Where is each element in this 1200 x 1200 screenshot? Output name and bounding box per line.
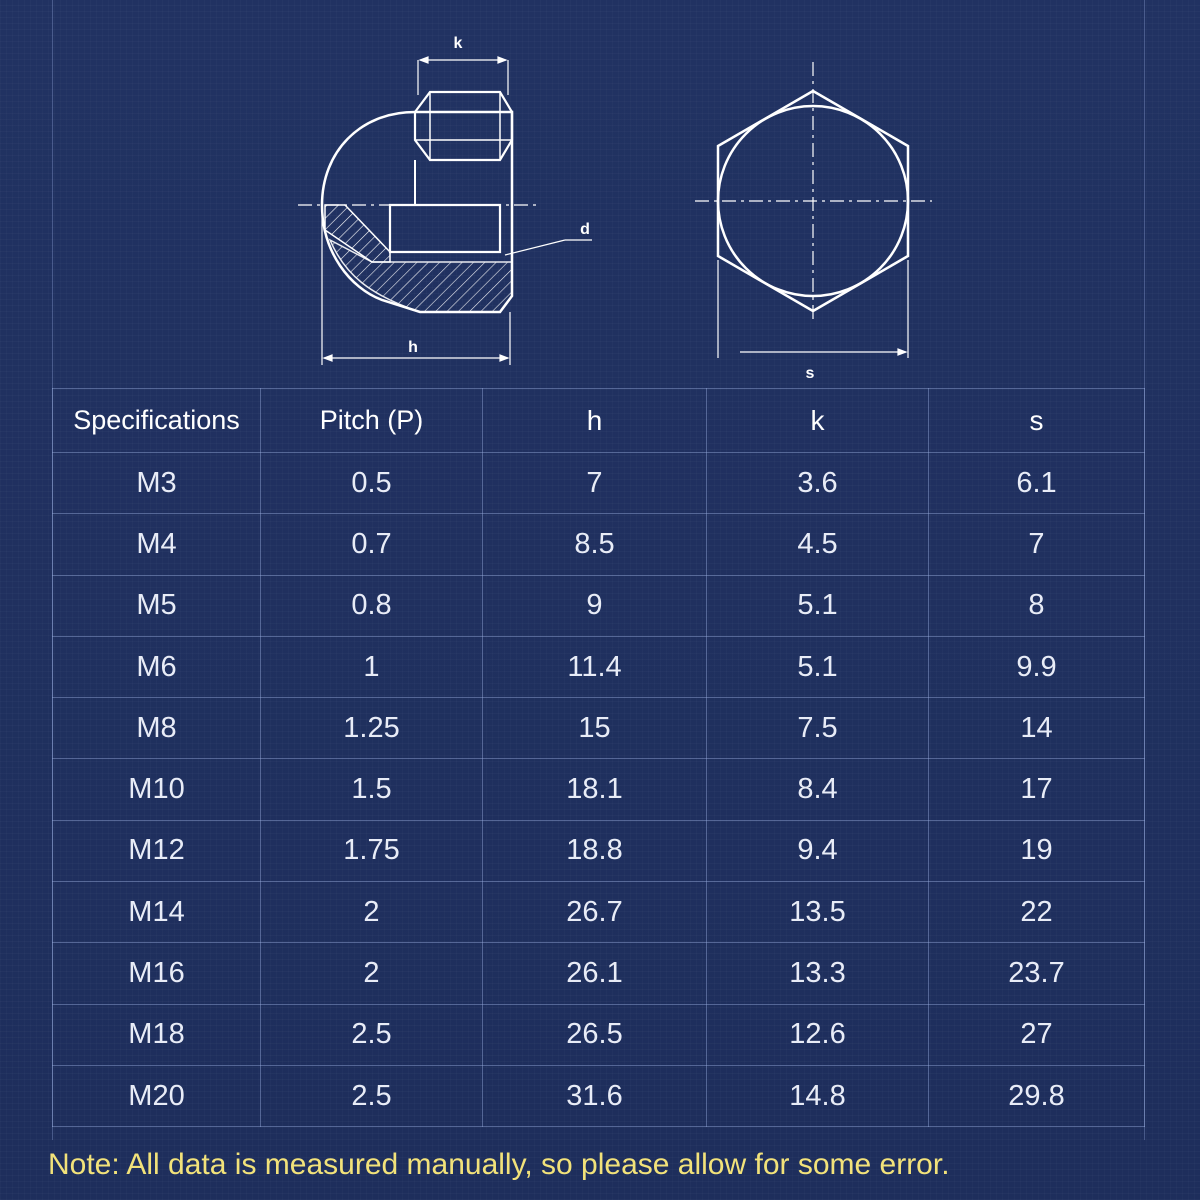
cell-s: 27 xyxy=(929,1004,1145,1065)
cell-spec: M4 xyxy=(53,514,261,575)
cell-s: 29.8 xyxy=(929,1065,1145,1126)
cell-k: 13.5 xyxy=(707,882,929,943)
cell-h: 26.1 xyxy=(483,943,707,1004)
k-label: k xyxy=(453,35,463,52)
cell-pitch: 1.25 xyxy=(261,698,483,759)
s-label: s xyxy=(805,365,815,382)
header-s: s xyxy=(929,389,1145,453)
cell-k: 14.8 xyxy=(707,1065,929,1126)
cell-pitch: 1.75 xyxy=(261,820,483,881)
cell-k: 3.6 xyxy=(707,453,929,514)
table-row xyxy=(53,453,1145,514)
cell-pitch: 1.5 xyxy=(261,759,483,820)
measurement-note: Note: All data is measured manually, so please allow for some error. xyxy=(48,1148,950,1181)
table-row xyxy=(53,882,1145,943)
cell-k: 12.6 xyxy=(707,1004,929,1065)
cell-spec: M6 xyxy=(53,636,261,697)
cell-h: 15 xyxy=(483,698,707,759)
cell-h: 11.4 xyxy=(483,636,707,697)
table-row xyxy=(53,698,1145,759)
cell-pitch: 0.7 xyxy=(261,514,483,575)
header-specifications: Specifications xyxy=(53,389,261,453)
table-body xyxy=(53,453,1145,1127)
cell-spec: M14 xyxy=(53,882,261,943)
cell-s: 22 xyxy=(929,882,1145,943)
table-row xyxy=(53,514,1145,575)
cell-s: 23.7 xyxy=(929,943,1145,1004)
cell-pitch: 2.5 xyxy=(261,1065,483,1126)
table-row xyxy=(53,1004,1145,1065)
table-row xyxy=(53,943,1145,1004)
cell-spec: M8 xyxy=(53,698,261,759)
table-row xyxy=(53,759,1145,820)
cell-spec: M16 xyxy=(53,943,261,1004)
table-row xyxy=(53,636,1145,697)
cell-pitch: 2 xyxy=(261,943,483,1004)
cell-k: 4.5 xyxy=(707,514,929,575)
table-row xyxy=(53,1065,1145,1126)
cell-s: 17 xyxy=(929,759,1145,820)
header-pitch: Pitch (P) xyxy=(261,389,483,453)
cap-nut-technical-drawing xyxy=(0,0,1200,390)
cell-k: 7.5 xyxy=(707,698,929,759)
cell-pitch: 1 xyxy=(261,636,483,697)
cell-s: 19 xyxy=(929,820,1145,881)
cell-k: 9.4 xyxy=(707,820,929,881)
cell-k: 8.4 xyxy=(707,759,929,820)
table-row xyxy=(53,575,1145,636)
cell-spec: M3 xyxy=(53,453,261,514)
cell-spec: M20 xyxy=(53,1065,261,1126)
cell-spec: M18 xyxy=(53,1004,261,1065)
table-row xyxy=(53,820,1145,881)
cell-pitch: 2.5 xyxy=(261,1004,483,1065)
specifications-table xyxy=(52,388,1145,1127)
cell-s: 7 xyxy=(929,514,1145,575)
cell-spec: M10 xyxy=(53,759,261,820)
cell-h: 9 xyxy=(483,575,707,636)
cell-s: 6.1 xyxy=(929,453,1145,514)
cell-h: 26.7 xyxy=(483,882,707,943)
cell-s: 14 xyxy=(929,698,1145,759)
cell-spec: M5 xyxy=(53,575,261,636)
cell-pitch: 2 xyxy=(261,882,483,943)
d-leader xyxy=(505,240,565,255)
cell-pitch: 0.5 xyxy=(261,453,483,514)
h-label: h xyxy=(408,339,418,356)
k-dimension xyxy=(418,57,508,95)
cell-k: 13.3 xyxy=(707,943,929,1004)
table-header-row xyxy=(53,389,1145,453)
header-k: k xyxy=(707,389,929,453)
cell-s: 9.9 xyxy=(929,636,1145,697)
cell-h: 18.1 xyxy=(483,759,707,820)
cell-h: 18.8 xyxy=(483,820,707,881)
d-label: d xyxy=(580,221,590,238)
cell-h: 31.6 xyxy=(483,1065,707,1126)
cell-h: 26.5 xyxy=(483,1004,707,1065)
cell-h: 8.5 xyxy=(483,514,707,575)
header-h: h xyxy=(483,389,707,453)
cell-spec: M12 xyxy=(53,820,261,881)
cell-h: 7 xyxy=(483,453,707,514)
hatched-section-upper xyxy=(325,205,390,262)
cell-pitch: 0.8 xyxy=(261,575,483,636)
cell-s: 8 xyxy=(929,575,1145,636)
cell-k: 5.1 xyxy=(707,575,929,636)
cell-k: 5.1 xyxy=(707,636,929,697)
